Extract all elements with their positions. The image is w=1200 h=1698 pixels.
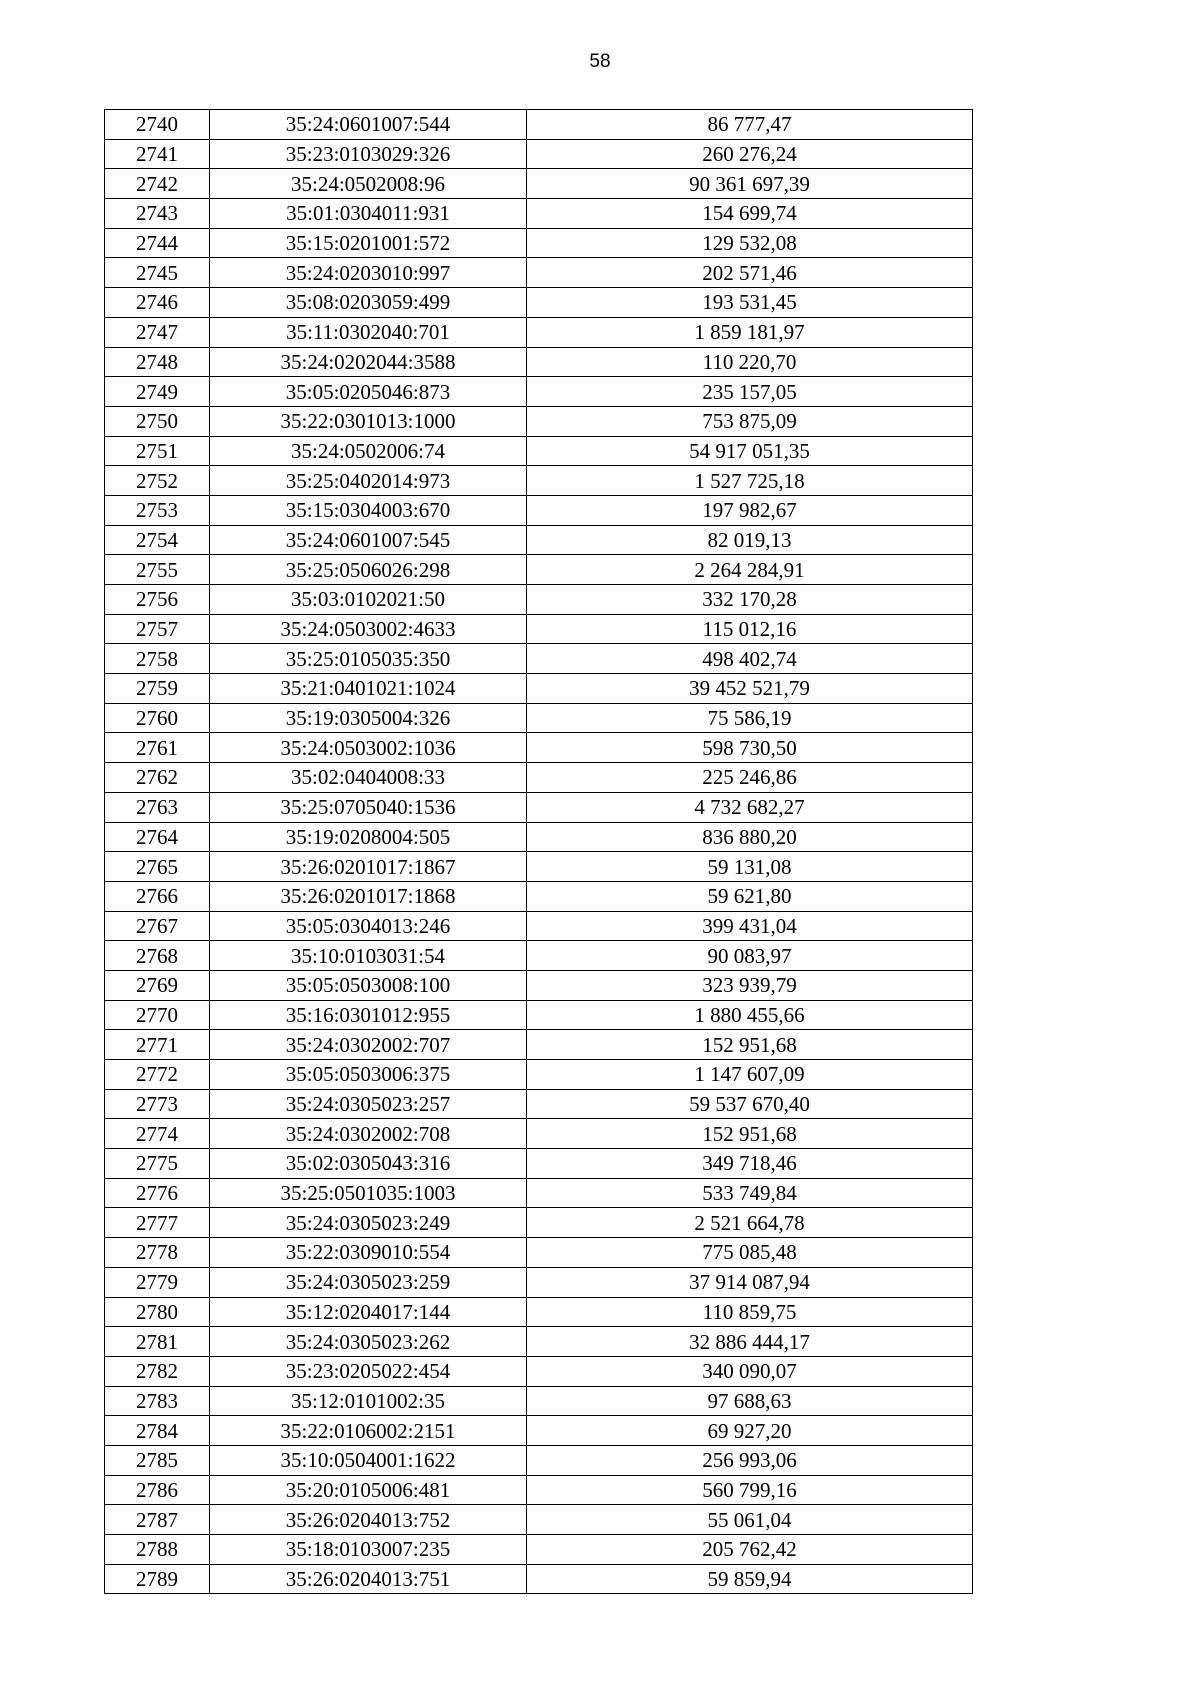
- table-row: [105, 733, 973, 763]
- row-number-cell: 2787: [105, 1505, 210, 1535]
- table-row: [105, 436, 973, 466]
- cadastral-number-cell: 35:24:0305023:249: [210, 1208, 527, 1238]
- table-row: [105, 1297, 973, 1327]
- page-number: 58: [589, 51, 611, 72]
- cadastral-number-cell: 35:01:0304011:931: [210, 199, 527, 229]
- table-row: [105, 258, 973, 288]
- table-row: [105, 495, 973, 525]
- row-number-cell: 2766: [105, 881, 210, 911]
- cadastral-number-cell: 35:24:0503002:1036: [210, 733, 527, 763]
- table-row: [105, 169, 973, 199]
- cadastral-value-cell: 533 749,84: [527, 1178, 973, 1208]
- table-row: [105, 317, 973, 347]
- row-number-cell: 2778: [105, 1238, 210, 1268]
- row-number-cell: 2775: [105, 1149, 210, 1179]
- row-number-cell: 2740: [105, 110, 210, 140]
- row-number-cell: 2780: [105, 1297, 210, 1327]
- row-number-cell: 2749: [105, 377, 210, 407]
- cadastral-number-cell: 35:18:0103007:235: [210, 1535, 527, 1565]
- table-row: [105, 1445, 973, 1475]
- cadastral-number-cell: 35:11:0302040:701: [210, 317, 527, 347]
- cadastral-value-cell: 90 083,97: [527, 941, 973, 971]
- cadastral-value-cell: 349 718,46: [527, 1149, 973, 1179]
- cadastral-number-cell: 35:25:0105035:350: [210, 644, 527, 674]
- cadastral-number-cell: 35:20:0105006:481: [210, 1475, 527, 1505]
- cadastral-value-cell: 82 019,13: [527, 525, 973, 555]
- cadastral-value-cell: 37 914 087,94: [527, 1267, 973, 1297]
- table-row: [105, 347, 973, 377]
- cadastral-value-cell: 498 402,74: [527, 644, 973, 674]
- cadastral-number-cell: 35:25:0501035:1003: [210, 1178, 527, 1208]
- cadastral-value-cell: 54 917 051,35: [527, 436, 973, 466]
- cadastral-value-cell: 836 880,20: [527, 822, 973, 852]
- cadastral-number-cell: 35:23:0205022:454: [210, 1356, 527, 1386]
- cadastral-number-cell: 35:02:0404008:33: [210, 763, 527, 793]
- row-number-cell: 2761: [105, 733, 210, 763]
- cadastral-number-cell: 35:24:0503002:4633: [210, 614, 527, 644]
- cadastral-value-cell: 1 880 455,66: [527, 1000, 973, 1030]
- table-row: [105, 199, 973, 229]
- cadastral-number-cell: 35:24:0601007:544: [210, 110, 527, 140]
- table-row: [105, 614, 973, 644]
- row-number-cell: 2742: [105, 169, 210, 199]
- cadastral-number-cell: 35:26:0204013:751: [210, 1564, 527, 1594]
- row-number-cell: 2762: [105, 763, 210, 793]
- table-row: [105, 1208, 973, 1238]
- cadastral-value-cell: 205 762,42: [527, 1535, 973, 1565]
- cadastral-value-cell: 75 586,19: [527, 703, 973, 733]
- table-body: [105, 110, 973, 1594]
- table-row: [105, 139, 973, 169]
- cadastral-number-cell: 35:26:0201017:1868: [210, 881, 527, 911]
- row-number-cell: 2781: [105, 1327, 210, 1357]
- cadastral-value-cell: 598 730,50: [527, 733, 973, 763]
- cadastral-number-cell: 35:25:0705040:1536: [210, 792, 527, 822]
- row-number-cell: 2774: [105, 1119, 210, 1149]
- table-row: [105, 466, 973, 496]
- cadastral-value-cell: 59 131,08: [527, 852, 973, 882]
- cadastral-number-cell: 35:05:0205046:873: [210, 377, 527, 407]
- cadastral-number-cell: 35:15:0304003:670: [210, 495, 527, 525]
- cadastral-value-cell: 1 859 181,97: [527, 317, 973, 347]
- cadastral-value-cell: 90 361 697,39: [527, 169, 973, 199]
- row-number-cell: 2741: [105, 139, 210, 169]
- cadastral-value-cell: 197 982,67: [527, 495, 973, 525]
- row-number-cell: 2744: [105, 228, 210, 258]
- table-row: [105, 792, 973, 822]
- cadastral-value-table: [104, 109, 973, 1594]
- table-row: [105, 703, 973, 733]
- cadastral-value-cell: 110 859,75: [527, 1297, 973, 1327]
- cadastral-value-cell: 560 799,16: [527, 1475, 973, 1505]
- row-number-cell: 2758: [105, 644, 210, 674]
- table-row: [105, 377, 973, 407]
- cadastral-number-cell: 35:08:0203059:499: [210, 288, 527, 318]
- row-number-cell: 2756: [105, 585, 210, 615]
- table-row: [105, 1000, 973, 1030]
- cadastral-value-cell: 129 532,08: [527, 228, 973, 258]
- cadastral-number-cell: 35:03:0102021:50: [210, 585, 527, 615]
- table-row: [105, 1535, 973, 1565]
- row-number-cell: 2767: [105, 911, 210, 941]
- cadastral-value-cell: 260 276,24: [527, 139, 973, 169]
- row-number-cell: 2784: [105, 1416, 210, 1446]
- cadastral-value-cell: 332 170,28: [527, 585, 973, 615]
- cadastral-number-cell: 35:26:0204013:752: [210, 1505, 527, 1535]
- row-number-cell: 2760: [105, 703, 210, 733]
- row-number-cell: 2771: [105, 1030, 210, 1060]
- row-number-cell: 2754: [105, 525, 210, 555]
- row-number-cell: 2748: [105, 347, 210, 377]
- cadastral-number-cell: 35:24:0502008:96: [210, 169, 527, 199]
- cadastral-number-cell: 35:23:0103029:326: [210, 139, 527, 169]
- row-number-cell: 2789: [105, 1564, 210, 1594]
- cadastral-number-cell: 35:12:0101002:35: [210, 1386, 527, 1416]
- row-number-cell: 2753: [105, 495, 210, 525]
- cadastral-number-cell: 35:19:0305004:326: [210, 703, 527, 733]
- table-row: [105, 852, 973, 882]
- cadastral-value-cell: 193 531,45: [527, 288, 973, 318]
- cadastral-value-cell: 775 085,48: [527, 1238, 973, 1268]
- cadastral-number-cell: 35:05:0503006:375: [210, 1060, 527, 1090]
- table-row: [105, 110, 973, 140]
- row-number-cell: 2743: [105, 199, 210, 229]
- cadastral-value-cell: 1 147 607,09: [527, 1060, 973, 1090]
- cadastral-number-cell: 35:22:0301013:1000: [210, 406, 527, 436]
- cadastral-number-cell: 35:24:0601007:545: [210, 525, 527, 555]
- cadastral-value-cell: 39 452 521,79: [527, 674, 973, 704]
- cadastral-value-cell: 225 246,86: [527, 763, 973, 793]
- table-row: [105, 1356, 973, 1386]
- row-number-cell: 2770: [105, 1000, 210, 1030]
- cadastral-number-cell: 35:10:0504001:1622: [210, 1445, 527, 1475]
- row-number-cell: 2772: [105, 1060, 210, 1090]
- cadastral-value-cell: 154 699,74: [527, 199, 973, 229]
- row-number-cell: 2788: [105, 1535, 210, 1565]
- row-number-cell: 2757: [105, 614, 210, 644]
- row-number-cell: 2750: [105, 406, 210, 436]
- cadastral-number-cell: 35:24:0305023:259: [210, 1267, 527, 1297]
- table-row: [105, 1030, 973, 1060]
- row-number-cell: 2777: [105, 1208, 210, 1238]
- cadastral-value-cell: 235 157,05: [527, 377, 973, 407]
- table-row: [105, 1178, 973, 1208]
- cadastral-value-cell: 323 939,79: [527, 970, 973, 1000]
- table-row: [105, 1238, 973, 1268]
- table-row: [105, 911, 973, 941]
- cadastral-number-cell: 35:10:0103031:54: [210, 941, 527, 971]
- cadastral-value-cell: 340 090,07: [527, 1356, 973, 1386]
- cadastral-value-cell: 753 875,09: [527, 406, 973, 436]
- cadastral-number-cell: 35:25:0402014:973: [210, 466, 527, 496]
- cadastral-value-cell: 55 061,04: [527, 1505, 973, 1535]
- row-number-cell: 2783: [105, 1386, 210, 1416]
- table-row: [105, 406, 973, 436]
- row-number-cell: 2752: [105, 466, 210, 496]
- cadastral-value-cell: 69 927,20: [527, 1416, 973, 1446]
- table-row: [105, 1089, 973, 1119]
- table-row: [105, 1149, 973, 1179]
- cadastral-value-cell: 59 537 670,40: [527, 1089, 973, 1119]
- table-row: [105, 970, 973, 1000]
- table-row: [105, 585, 973, 615]
- row-number-cell: 2785: [105, 1445, 210, 1475]
- row-number-cell: 2786: [105, 1475, 210, 1505]
- row-number-cell: 2779: [105, 1267, 210, 1297]
- table-row: [105, 555, 973, 585]
- table-row: [105, 881, 973, 911]
- cadastral-value-cell: 152 951,68: [527, 1030, 973, 1060]
- row-number-cell: 2755: [105, 555, 210, 585]
- cadastral-number-cell: 35:24:0305023:257: [210, 1089, 527, 1119]
- table-row: [105, 1564, 973, 1594]
- cadastral-number-cell: 35:24:0302002:707: [210, 1030, 527, 1060]
- row-number-cell: 2773: [105, 1089, 210, 1119]
- cadastral-value-cell: 110 220,70: [527, 347, 973, 377]
- table-row: [105, 644, 973, 674]
- cadastral-value-cell: 399 431,04: [527, 911, 973, 941]
- table-row: [105, 228, 973, 258]
- cadastral-number-cell: 35:19:0208004:505: [210, 822, 527, 852]
- cadastral-number-cell: 35:15:0201001:572: [210, 228, 527, 258]
- cadastral-number-cell: 35:21:0401021:1024: [210, 674, 527, 704]
- row-number-cell: 2769: [105, 970, 210, 1000]
- cadastral-number-cell: 35:22:0106002:2151: [210, 1416, 527, 1446]
- cadastral-number-cell: 35:24:0305023:262: [210, 1327, 527, 1357]
- table-row: [105, 1327, 973, 1357]
- table-row: [105, 1505, 973, 1535]
- row-number-cell: 2747: [105, 317, 210, 347]
- cadastral-value-cell: 2 264 284,91: [527, 555, 973, 585]
- cadastral-number-cell: 35:24:0202044:3588: [210, 347, 527, 377]
- cadastral-number-cell: 35:26:0201017:1867: [210, 852, 527, 882]
- cadastral-value-cell: 32 886 444,17: [527, 1327, 973, 1357]
- table-row: [105, 1119, 973, 1149]
- cadastral-value-cell: 59 621,80: [527, 881, 973, 911]
- row-number-cell: 2745: [105, 258, 210, 288]
- cadastral-value-cell: 115 012,16: [527, 614, 973, 644]
- cadastral-number-cell: 35:25:0506026:298: [210, 555, 527, 585]
- cadastral-number-cell: 35:12:0204017:144: [210, 1297, 527, 1327]
- cadastral-number-cell: 35:16:0301012:955: [210, 1000, 527, 1030]
- cadastral-number-cell: 35:24:0502006:74: [210, 436, 527, 466]
- table-row: [105, 1267, 973, 1297]
- cadastral-value-cell: 1 527 725,18: [527, 466, 973, 496]
- cadastral-value-cell: 97 688,63: [527, 1386, 973, 1416]
- row-number-cell: 2764: [105, 822, 210, 852]
- cadastral-value-cell: 256 993,06: [527, 1445, 973, 1475]
- row-number-cell: 2759: [105, 674, 210, 704]
- cadastral-value-cell: 2 521 664,78: [527, 1208, 973, 1238]
- cadastral-number-cell: 35:22:0309010:554: [210, 1238, 527, 1268]
- row-number-cell: 2751: [105, 436, 210, 466]
- cadastral-value-cell: 86 777,47: [527, 110, 973, 140]
- table-row: [105, 674, 973, 704]
- cadastral-number-cell: 35:02:0305043:316: [210, 1149, 527, 1179]
- cadastral-number-cell: 35:24:0302002:708: [210, 1119, 527, 1149]
- table-row: [105, 1060, 973, 1090]
- row-number-cell: 2768: [105, 941, 210, 971]
- row-number-cell: 2776: [105, 1178, 210, 1208]
- table-row: [105, 941, 973, 971]
- cadastral-value-cell: 59 859,94: [527, 1564, 973, 1594]
- table-row: [105, 288, 973, 318]
- table-row: [105, 763, 973, 793]
- row-number-cell: 2765: [105, 852, 210, 882]
- table-row: [105, 525, 973, 555]
- table-row: [105, 822, 973, 852]
- cadastral-value-cell: 152 951,68: [527, 1119, 973, 1149]
- row-number-cell: 2763: [105, 792, 210, 822]
- cadastral-value-cell: 4 732 682,27: [527, 792, 973, 822]
- row-number-cell: 2746: [105, 288, 210, 318]
- cadastral-number-cell: 35:24:0203010:997: [210, 258, 527, 288]
- table-row: [105, 1475, 973, 1505]
- cadastral-value-cell: 202 571,46: [527, 258, 973, 288]
- table-row: [105, 1386, 973, 1416]
- row-number-cell: 2782: [105, 1356, 210, 1386]
- table-row: [105, 1416, 973, 1446]
- cadastral-number-cell: 35:05:0503008:100: [210, 970, 527, 1000]
- cadastral-number-cell: 35:05:0304013:246: [210, 911, 527, 941]
